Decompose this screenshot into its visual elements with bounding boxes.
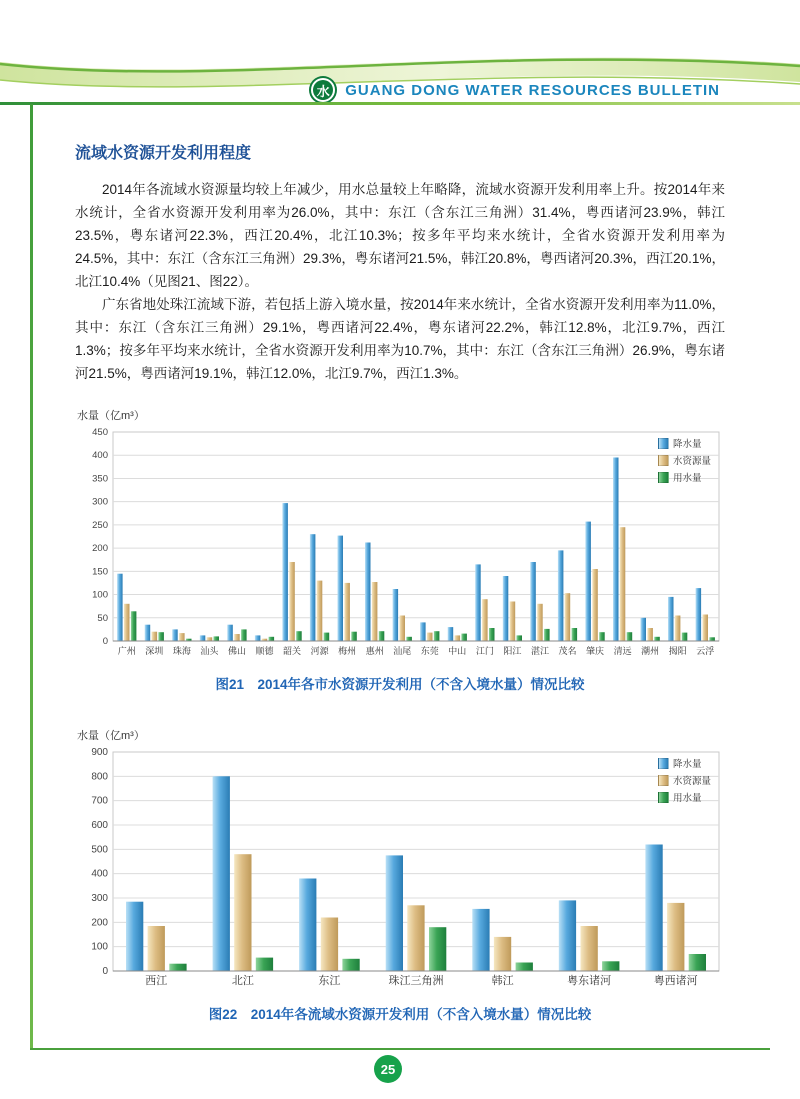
svg-text:惠州: 惠州 [365,646,384,656]
svg-text:350: 350 [92,473,108,485]
figure-21-bar-chart [75,426,725,661]
legend-item [658,773,711,787]
section-title: 流域水资源开发利用程度 [75,145,252,162]
svg-text:粤东诸河: 粤东诸河 [567,975,612,987]
legend-label: 降水量 [672,759,702,770]
legend-swatch [658,472,669,483]
legend-item [658,790,711,804]
svg-text:900: 900 [91,747,108,758]
svg-text:400: 400 [92,450,108,462]
svg-text:韶关: 韶关 [282,646,302,656]
svg-text:珠江三角洲: 珠江三角洲 [388,975,444,987]
svg-text:佛山: 佛山 [227,646,247,656]
svg-text:600: 600 [91,820,108,831]
svg-text:江门: 江门 [475,646,494,656]
legend-label: 水资源量 [672,456,711,467]
bulletin-logo-icon: 水 [311,78,335,102]
svg-text:北江: 北江 [231,975,254,987]
svg-text:珠海: 珠海 [172,646,191,656]
svg-text:250: 250 [92,519,108,531]
legend-swatch [658,438,669,449]
svg-text:200: 200 [92,543,108,555]
svg-text:100: 100 [91,941,108,953]
svg-text:0: 0 [102,636,108,647]
svg-text:韩江: 韩江 [491,975,514,987]
figure-22-block [75,727,725,1023]
left-border-rule [30,104,33,1048]
legend-item [658,756,711,770]
svg-text:500: 500 [91,844,108,856]
svg-text:阳江: 阳江 [503,646,522,656]
svg-text:中山: 中山 [448,646,467,656]
bulletin-header [311,78,720,102]
svg-text:50: 50 [97,612,108,624]
page-number-badge: 25 [374,1055,402,1083]
svg-text:梅州: 梅州 [338,646,357,656]
figure-21-ylabel: 水量（亿m³） [77,410,145,422]
chart-legend [658,756,711,804]
bar-chart-svg [75,426,725,661]
bottom-border-rule [30,1048,770,1050]
legend-swatch [658,775,669,786]
legend-label: 降水量 [672,439,702,450]
svg-text:河源: 河源 [310,646,329,656]
legend-swatch [658,792,669,803]
svg-text:汕头: 汕头 [200,646,219,656]
svg-text:湛江: 湛江 [530,646,550,656]
body-paragraph-2: 广东省地处珠江流域下游，若包括上游入境水量，按2014年来水统计，全省水资源开发利用率为11.0%，其中：东江（含东江三角洲）29.1%，粤西诸河22.4%，粤东诸河22.2%，韩江12.8%，北江9.7%，西江1.3%；按多年平均来水统计，全省水资源开发利用率为10.7%，其中：东江（含东江三角洲）26.9%，粤东诸河21.5%，粤西诸河19.1%，韩江12.0%，北江9.7%，西江1.3%。 [75,297,725,381]
svg-text:肇庆: 肇庆 [585,646,605,656]
legend-item [658,453,711,467]
figure-21-caption: 图21 2014年各市水资源开发利用（不含入境水量）情况比较 [215,677,585,692]
svg-text:揭阳: 揭阳 [668,646,687,656]
svg-text:顺德: 顺德 [255,646,274,656]
svg-text:深圳: 深圳 [145,646,164,656]
svg-text:700: 700 [91,795,108,807]
svg-text:150: 150 [92,566,108,578]
legend-swatch [658,455,669,466]
svg-text:潮州: 潮州 [641,646,660,656]
svg-text:400: 400 [91,868,108,880]
svg-text:粤西诸河: 粤西诸河 [653,975,698,987]
figure-21-block [75,407,725,693]
svg-text:450: 450 [92,427,108,438]
legend-label: 水资源量 [672,776,711,787]
svg-text:茂名: 茂名 [558,646,577,656]
legend-label: 用水量 [672,473,702,484]
legend-item [658,470,711,484]
page-content [75,140,725,1023]
svg-text:300: 300 [92,496,108,508]
header-rule [0,102,800,105]
figure-22-ylabel: 水量（亿m³） [77,730,145,742]
svg-text:汕尾: 汕尾 [393,646,412,656]
bulletin-title: GUANG DONG WATER RESOURCES BULLETIN [345,81,720,99]
svg-text:300: 300 [91,893,108,904]
bar-chart-svg [75,746,725,991]
svg-text:云浮: 云浮 [696,646,715,656]
svg-text:100: 100 [92,589,108,601]
svg-text:800: 800 [91,771,108,783]
svg-text:东江: 东江 [318,975,341,987]
chart-legend [658,436,711,484]
svg-text:东莞: 东莞 [420,646,439,656]
svg-text:200: 200 [91,917,108,929]
svg-text:0: 0 [102,966,108,977]
figure-22-bar-chart [75,746,725,991]
figure-22-caption: 图22 2014年各流域水资源开发利用（不含入境水量）情况比较 [208,1007,592,1022]
legend-swatch [658,758,669,769]
legend-item [658,436,711,450]
legend-label: 用水量 [672,793,702,804]
body-paragraph-1: 2014年各流域水资源量均较上年减少，用水总量较上年略降，流域水资源开发利用率上升。按2014年来水统计，全省水资源开发利用率为26.0%，其中：东江（含东江三角洲）31.4%，粤西诸河23.9%，韩江23.5%，粤东诸河22.3%，西江20.4%，北江10.3%；按多年平均来水统计，全省水资源开发利用率为24.5%，其中：东江（含东江三角洲）29.3%，粤东诸河21.5%，韩江20.8%，粤西诸河20.3%，西江20.1%，北江10.4%（见图21、图22）。 [75,182,725,289]
svg-text:广州: 广州 [117,646,136,656]
svg-text:清远: 清远 [613,646,632,656]
svg-text:西江: 西江 [145,975,168,987]
